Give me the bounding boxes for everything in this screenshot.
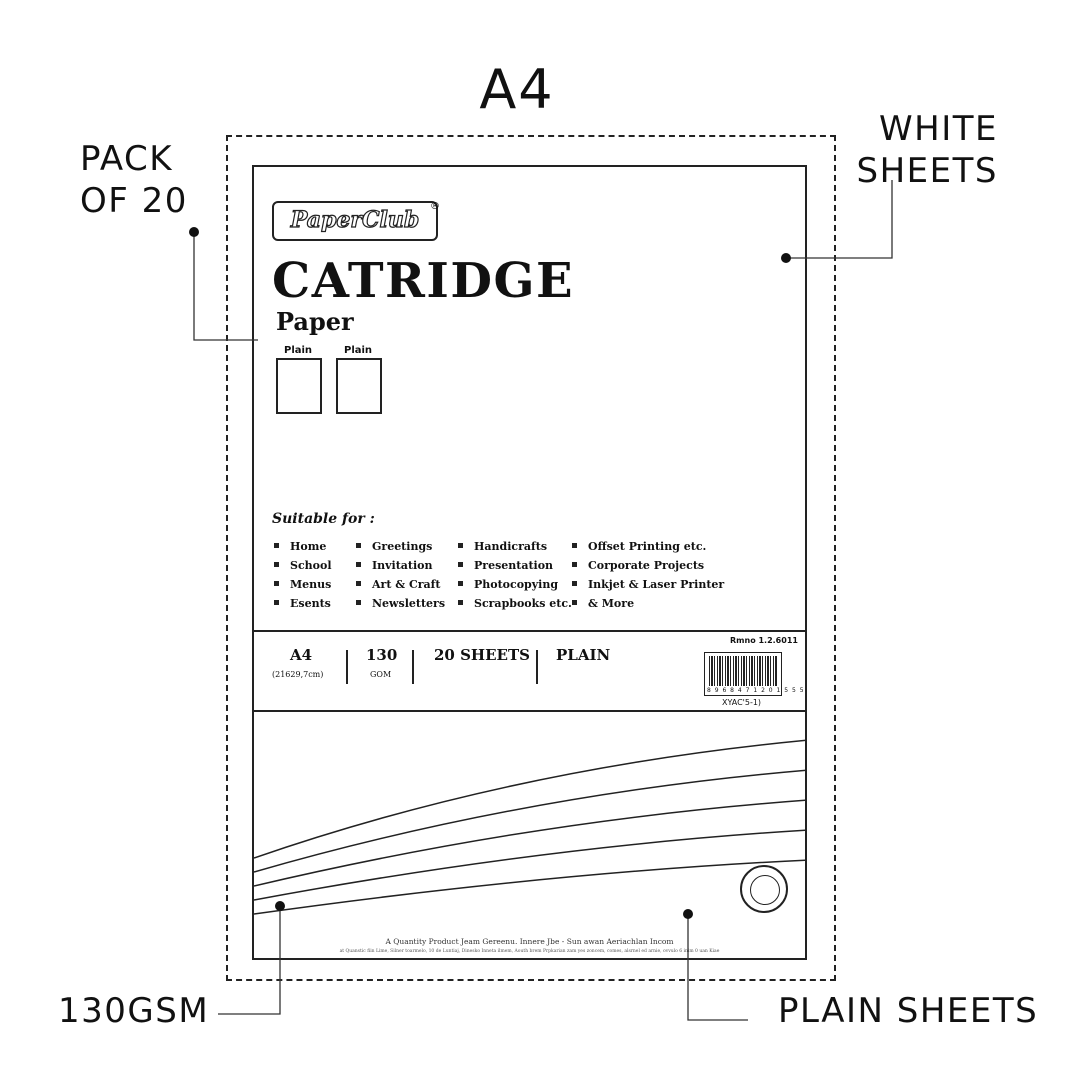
spec-size-dimensions: (21629,7cm) [272, 670, 324, 679]
use-item: Presentation [458, 556, 572, 575]
brand-logo-text: PaperClub [290, 207, 420, 233]
gsm-callout: 130GSM [58, 991, 210, 1031]
spec-weight: 130 [366, 646, 398, 664]
gsm-dot-icon [275, 901, 285, 911]
pack-dot-icon [189, 227, 199, 237]
plain-dot-icon [683, 909, 693, 919]
use-item: Greetings [356, 537, 445, 556]
pack-callout-line1: PACK [80, 139, 174, 179]
use-item: & More [572, 594, 724, 613]
use-item: Handicrafts [458, 537, 572, 556]
spec-finish: PLAIN [556, 646, 611, 664]
footer-fine-print: at Quanstic fiin Lime, Silner toarmelo, 10 de Luntiaj, Dinesko Inneta ilmem, Aouth brem Prpkarian zam yes zoncem, comes, alsrnel ed arnie, ovvulo 6 inim 0 uan Kiae [339, 949, 720, 954]
barcode-code: XYAC'5-1) [722, 698, 762, 707]
use-item: School [274, 556, 332, 575]
barcode-reference: Rmno 1.2.6011 [730, 636, 798, 645]
white-dot-icon [781, 253, 791, 263]
barcode-number: 8 9 6 8 4 7 1 2 0 1 5 5 5 [707, 687, 805, 694]
swatch-label: Plain [284, 345, 313, 356]
footer-text: A Quantity Product Jeam Gereenu. Innere Jbe - Sun awan Aeriachlan Incom [385, 937, 674, 946]
use-item: Newsletters [356, 594, 445, 613]
use-item: Home [274, 537, 332, 556]
use-item: Art & Craft [356, 575, 445, 594]
white-callout-line2: SHEETS [856, 151, 998, 191]
product-title: CATRIDGE [272, 253, 575, 309]
pack-callout-line2: OF 20 [80, 181, 188, 221]
plain-sheets-callout: PLAIN SHEETS [778, 991, 1039, 1031]
pack-leader-line [194, 232, 258, 340]
spec-size: A4 [290, 646, 313, 664]
use-item: Invitation [356, 556, 445, 575]
spec-weight-unit: GOM [370, 670, 392, 679]
white-leader-line [786, 180, 892, 258]
registered-mark: ® [430, 201, 440, 212]
product-subtitle: Paper [276, 307, 354, 336]
size-heading: A4 [479, 58, 555, 121]
use-item: Photocopying [458, 575, 572, 594]
use-item: Inkjet & Laser Printer [572, 575, 724, 594]
gsm-leader-line [218, 906, 280, 1014]
swatch-label: Plain [344, 345, 373, 356]
use-item: Scrapbooks etc. [458, 594, 572, 613]
spec-sheet-count: 20 SHEETS [434, 646, 530, 664]
use-item: Offset Printing etc. [572, 537, 724, 556]
use-item: Esents [274, 594, 332, 613]
use-item: Corporate Projects [572, 556, 724, 575]
use-item: Menus [274, 575, 332, 594]
suitable-for-heading: Suitable for : [272, 511, 375, 527]
plain-leader-line [688, 914, 748, 1020]
white-callout-line1: WHITE [879, 109, 998, 149]
